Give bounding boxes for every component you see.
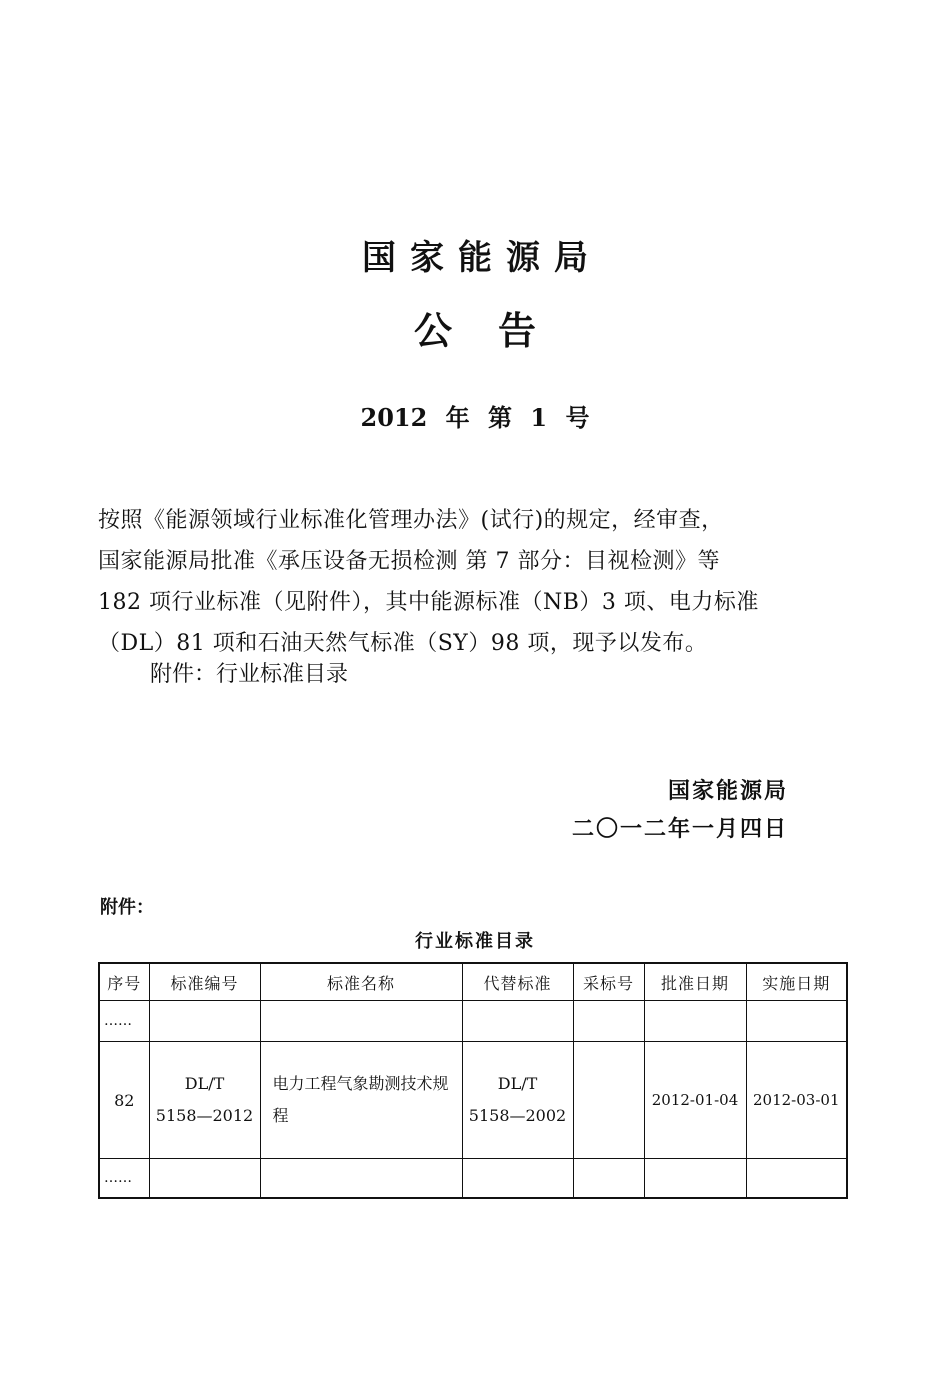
- cell-replaces-line1: DL/T: [497, 1074, 538, 1093]
- col-header-approved: 批准日期: [644, 963, 746, 1001]
- attachment-note: 附件：行业标准目录: [150, 662, 349, 687]
- cell-replaces-line2: 5158—2002: [468, 1106, 567, 1125]
- col-header-adopted: 采标号: [573, 963, 644, 1001]
- table-row: [99, 1042, 847, 1159]
- table-row: [99, 1159, 847, 1199]
- cell-std-no-line2: 5158—2012: [155, 1106, 254, 1125]
- cell-std-no: [149, 1042, 260, 1159]
- col-header-effective: 实施日期: [746, 963, 847, 1001]
- cell-replaces: [462, 1042, 573, 1159]
- body-line-1: 按照《能源领域行业标准化管理办法》(试行)的规定，经审查，: [98, 508, 724, 533]
- body-line-4: （DL）81 项和石油天然气标准（SY）98 项，现予以发布。: [98, 631, 708, 656]
- ellipsis-cell: ……: [99, 1001, 149, 1042]
- table-header-row: [99, 963, 847, 1001]
- attachment-label: 附件：: [100, 897, 154, 918]
- ellipsis-cell: ……: [99, 1159, 149, 1199]
- cell-adopted: [573, 1042, 644, 1159]
- cell-approved: 2012-01-04: [644, 1042, 746, 1159]
- cell-seq: 82: [99, 1042, 149, 1159]
- body-line-3: 182 项行业标准（见附件），其中能源标准（NB）3 项、电力标准: [98, 590, 759, 615]
- col-header-seq: 序号: [99, 963, 149, 1001]
- table-title: 行业标准目录: [415, 931, 535, 952]
- table-row: [99, 1001, 847, 1042]
- document-type: 公告: [413, 309, 582, 353]
- col-header-name: 标准名称: [260, 963, 462, 1001]
- col-header-replaces: 代替标准: [462, 963, 573, 1001]
- standards-table: [98, 962, 848, 1199]
- cell-std-no-line1: DL/T: [184, 1074, 225, 1093]
- agency-title: 国家能源局: [362, 238, 602, 278]
- signature-org: 国家能源局: [667, 779, 788, 804]
- cell-effective: 2012-03-01: [746, 1042, 847, 1159]
- signature-date: 二〇一二年一月四日: [571, 817, 788, 842]
- body-line-2: 国家能源局批准《承压设备无损检测 第 7 部分：目视检测》等: [98, 549, 720, 574]
- announcement-number: 2012 年 第 1 号: [360, 403, 590, 432]
- col-header-std-no: 标准编号: [149, 963, 260, 1001]
- cell-name: 电力工程气象勘测技术规程: [260, 1042, 462, 1159]
